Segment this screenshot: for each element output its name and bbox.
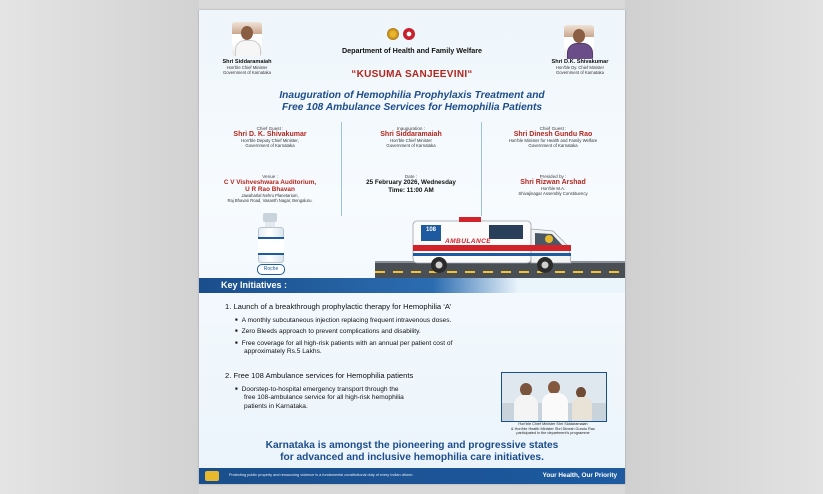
- initiative-2-bullet-1-cont-1: free 108-ambulance service for all high-risk hemophilia: [244, 394, 404, 402]
- chief-guest-right: [483, 126, 623, 148]
- venue-address-2: Raj Bhavan Road, Vasanth Nagar, Bengaluru.: [227, 198, 313, 204]
- right-person-designation-1: Hon'ble Dy. Chief Minister: [556, 65, 604, 70]
- photo-caption-line-3: participated in the department's programme: [516, 431, 590, 436]
- date-line-2: Time: 11:00 AM: [388, 186, 434, 194]
- venue-name-2: U R Rao Bhavan: [245, 186, 295, 194]
- column-divider-right: [481, 122, 482, 216]
- event-poster: [199, 10, 625, 484]
- initiative-1-bullet-1: ■ A monthly subcutaneous injection replacing frequent intravenous doses.: [235, 317, 535, 325]
- ambulance-icon: [411, 215, 575, 275]
- presided-designation-2: Shivajinagar Assembly Constituency: [518, 191, 588, 196]
- initiative-2-bullet-1-cont-2: patients in Karnataka.: [244, 402, 308, 410]
- left-person-name: Shri Siddaramaiah: [222, 59, 272, 65]
- health-department-logo-icon: [403, 28, 415, 40]
- date-block: [343, 174, 479, 194]
- venue-block: [201, 174, 339, 203]
- programme-name: “KUSUMA SANJEEVINI“: [351, 69, 473, 80]
- venue-address-1: Jawaharlal Nehru Planetarium,: [241, 193, 299, 199]
- initiative-2-heading: 2. Free 108 Ambulance services for Hemophilia patients: [225, 371, 414, 380]
- photo-caption: [493, 422, 613, 436]
- venue-name-1: C V Vishveshwara Auditorium,: [223, 179, 317, 186]
- key-initiatives-title: Key Initiatives :: [221, 280, 288, 290]
- initiative-1-bullet-3: ■ Free coverage for all high-risk patients with an annual per patient cost of: [235, 340, 535, 348]
- chief-guest-right-heading: Chief Guest :: [539, 126, 567, 131]
- right-backdrop: [625, 0, 823, 494]
- initiative-1-bullet-2: ■ Zero Bleeds approach to prevent complications and disability.: [235, 328, 535, 336]
- event-title-line-1: Inauguration of Hemophilia Prophylaxis Treatment and: [279, 90, 545, 101]
- venue-heading: Venue :: [262, 174, 278, 179]
- date-heading: Date :: [404, 174, 418, 179]
- photo-caption-line-2: & Hon'ble Health Minister Shri Dinesh Gundu Rao: [511, 426, 595, 431]
- presided-designation-1: Hon'ble M.A.: [540, 186, 566, 191]
- photo-caption-line-1: Hon'ble Chief Minister Shri Siddaramaiah: [518, 422, 588, 426]
- roche-logo: Roche: [257, 264, 285, 275]
- left-person-designation-1: Hon'ble Chief Minister: [226, 65, 268, 70]
- chief-guest-left-designation-2: Government of Karnataka: [245, 143, 295, 148]
- initiative-1-bullets: [235, 317, 535, 357]
- inauguration-heading: Inauguration :: [396, 126, 426, 131]
- chief-guest-left-heading: Chief Guest :: [256, 126, 284, 131]
- initiative-2-bullet-1: ■ Doorstep-to-hospital emergency transport through the: [235, 386, 497, 394]
- inauguration-name: Shri Siddaramaiah: [380, 131, 442, 138]
- footer-bar: [199, 468, 625, 484]
- chief-guest-right-designation-1: Hon'ble Minister for Health and Family Welfare: [508, 138, 598, 143]
- column-divider-left: [341, 122, 342, 216]
- closing-statement: [199, 440, 625, 464]
- initiative-1-bullet-3-cont: approximately Rs.5 Lakhs.: [244, 348, 322, 356]
- left-person-designation-2: Government of Karnataka: [223, 70, 271, 75]
- closing-line-2: for advanced and inclusive hemophilia care initiatives.: [280, 452, 544, 463]
- footer-slogan: Your Health, Our Priority: [542, 472, 617, 479]
- chief-guest-left-name: Shri D. K. Shivakumar: [233, 131, 307, 138]
- presided-name: Shri Rizwan Arshad: [520, 179, 586, 186]
- medicine-vial-icon: [255, 213, 285, 273]
- inauguration-designation-2: Government of Karnataka: [386, 143, 436, 148]
- closing-line-1: Karnataka is amongst the pioneering and progressive states: [265, 440, 559, 451]
- chief-guest-right-designation-2: Government of Karnataka: [528, 143, 578, 148]
- event-title: [199, 90, 625, 114]
- left-backdrop: [0, 0, 199, 494]
- event-title-line-2: Free 108 Ambulance Services for Hemophilia Patients: [281, 102, 543, 113]
- initiative-1-heading: 1. Launch of a breakthrough prophylactic therapy for Hemophilia ‘A’: [225, 302, 452, 311]
- inauguration-designation-1: Hon'ble Chief Minister: [390, 138, 432, 143]
- deputy-chief-minister-portrait: [564, 25, 594, 59]
- chief-minister-portrait: [232, 22, 262, 56]
- initiative-2-bullets: [235, 386, 497, 411]
- chief-guest-right-name: Shri Dinesh Gundu Rao: [513, 131, 593, 138]
- date-line-1: 25 February 2026, Wednesday: [366, 179, 456, 186]
- presided-block: [483, 174, 623, 196]
- footer-emblem-icon: [205, 471, 219, 481]
- ambulance-number: 108: [425, 227, 436, 233]
- ambulance-label: AMBULANCE: [445, 238, 492, 245]
- ministers-photo: [501, 372, 607, 422]
- karnataka-emblem-icon: [387, 28, 399, 40]
- footer-notice: Protecting public property and renouncing violence is a fundamental constitutional duty of every Indian citizen.: [229, 473, 414, 477]
- right-person-name: Shri D.K. Shivakumar: [551, 59, 609, 65]
- presided-heading: Presided by :: [539, 174, 567, 179]
- department-name: Department of Health and Family Welfare: [341, 46, 483, 55]
- inauguration-block: [343, 126, 479, 148]
- chief-guest-left-designation-1: Hon'ble Deputy Chief Minister,: [241, 138, 299, 143]
- ambulance-illustration: [411, 215, 575, 275]
- right-person-designation-2: Government of Karnataka: [556, 70, 604, 75]
- chief-guest-left: [201, 126, 339, 148]
